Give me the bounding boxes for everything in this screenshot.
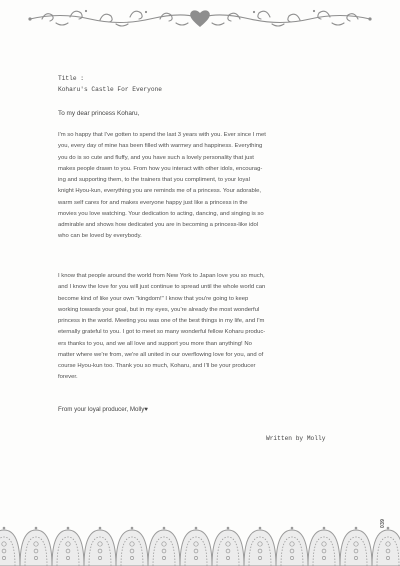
paragraph-line: you, every day of mine has been filled with warmey and happiness. Everything (58, 143, 263, 150)
lace-scallop (180, 527, 212, 566)
paragraph-line: movies you love watching. Your dedication to acting, dancing, and singing is so (58, 210, 264, 217)
paragraph-line: eternally grateful to you. I got to meet so many wonderful fellow Koharu produc- (58, 329, 266, 336)
lace-scallop (244, 527, 276, 566)
lace-scallop (340, 527, 372, 566)
lace-scallop (212, 527, 244, 566)
paragraph-line: ers thanks to you, and we all love and support you more than anything! No (58, 340, 252, 347)
paragraph-line: who can be loved by everybody. (58, 233, 142, 240)
paragraph-line: I know that people around the world from New York to Japan love you so much, (58, 273, 265, 279)
lace-scallop (84, 527, 116, 566)
paragraph-line: makes people drawn to you. From how you interact with other idols, encourag- (58, 165, 263, 172)
body-paragraph-2 (58, 271, 350, 384)
paragraph-line: working towards your goal, but in my eyes, you're already the most wonderful (58, 306, 260, 313)
lace-scallop (20, 527, 52, 566)
lace-scallop (148, 527, 180, 566)
paragraph-line: matter where we're from, we're all united in our overflowing love for you, and of (58, 351, 264, 358)
letter-title-block (58, 73, 162, 95)
heart-icon (190, 10, 210, 27)
letter-title: Koharu's Castle For Everyone (58, 86, 162, 93)
paragraph-line: forever. (58, 374, 78, 381)
paragraph-line: warm self cares for and makes everyone happy just like a princess in the (58, 199, 248, 206)
lace-scallop (0, 527, 20, 566)
page-number-text: 039 (380, 518, 386, 528)
paragraph-line: I'm so happy that I've gotten to spend the last 3 years with you. Ever since I met (58, 132, 266, 138)
lace-scallop (276, 527, 308, 566)
signature: Written by Molly (266, 435, 326, 442)
paragraph-line: admirable and shows how dedicated you are in becoming a princess-like idol (58, 222, 259, 228)
lace-scallop (116, 527, 148, 566)
paragraph-line: become kind of like your own "kingdom!" I know that you're going to keep (58, 295, 249, 302)
signoff: From your loyal producer, Molly♥ (58, 406, 148, 413)
paragraph-line: knight Hyou-kun, everything you are reminds me of a princess. Your adorable, (58, 188, 262, 195)
bottom-lace-border (0, 524, 400, 566)
lace-scallop (52, 527, 84, 566)
paragraph-line: ing and supporting them, to the trainers that you compliment, to your loyal (58, 177, 250, 183)
paragraph-line: and I know the love for you will just continue to spread until the whole world can (58, 284, 266, 291)
salutation: To my dear princess Koharu, (58, 110, 140, 117)
lace-scallop (308, 527, 340, 566)
paragraph-line: you do is so cute and fluffy, and you have such a lovely personality that just (58, 154, 254, 161)
title-label: Title : (58, 75, 84, 82)
body-paragraph-1 (58, 130, 350, 243)
paragraph-line: course Hyou-kun too. Thank you so much, Koharu, and I'll be your producer (58, 363, 256, 369)
lace-scallop (372, 527, 400, 566)
paragraph-line: princess in the world. Meeting you was one of the best things in my life, and I'm (58, 318, 265, 324)
top-ornament-border (0, 0, 400, 36)
